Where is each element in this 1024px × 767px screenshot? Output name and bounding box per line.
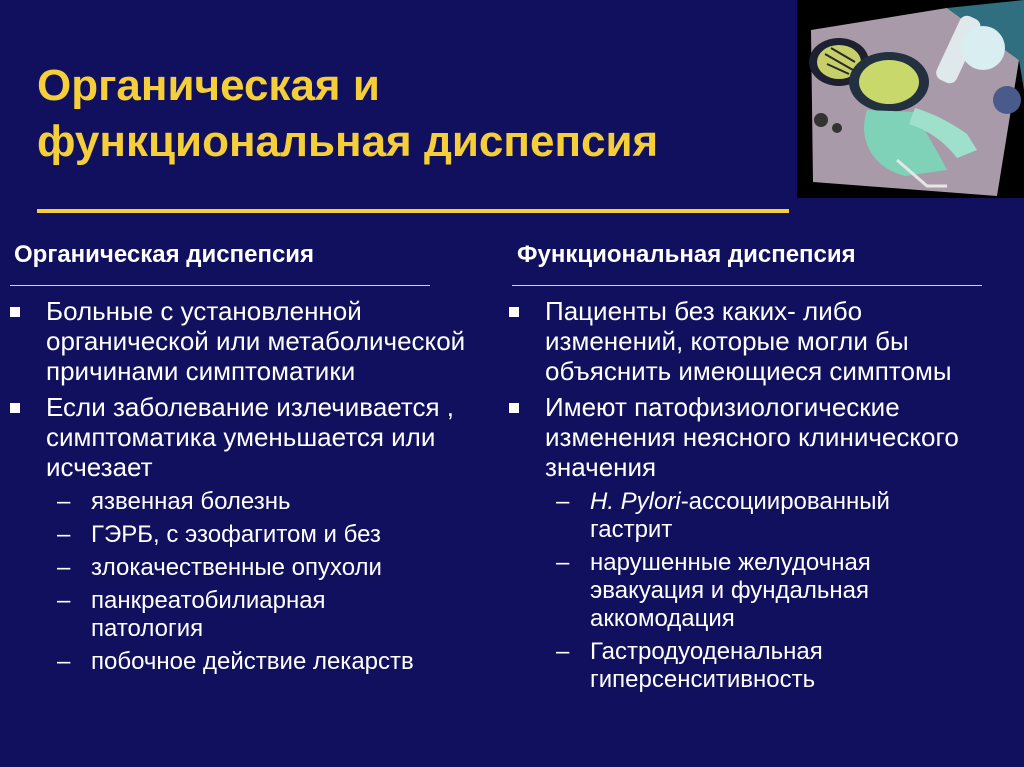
functional-heading-rule xyxy=(512,285,982,286)
sub-item: – H. Pylori-ассоциированный гастрит xyxy=(556,488,890,543)
list-item: Если заболевание излечивается , симптоматика уменьшается или исчезает xyxy=(10,392,480,482)
organic-heading: Органическая диспепсия xyxy=(14,241,315,268)
square-bullet-icon xyxy=(509,403,519,413)
square-bullet-icon xyxy=(10,307,20,317)
sub-item: – побочное действие лекарств xyxy=(57,648,414,675)
sub-item: – нарушенные желудочная эвакуация и фундальная аккомодация xyxy=(556,549,871,632)
square-bullet-icon xyxy=(509,307,519,317)
slide-title xyxy=(37,58,797,170)
sub-item: – злокачественные опухоли xyxy=(57,554,382,581)
title-line-2: функциональная диспепсия xyxy=(37,117,659,166)
list-item: Имеют патофизиологические изменения неясного клинического значения xyxy=(509,392,989,482)
list-item: Пациенты без каких- либо изменений, которые могли бы объяснить имеющиеся симптомы xyxy=(509,296,989,386)
sub-item: – язвенная болезнь xyxy=(57,488,291,515)
functional-column xyxy=(509,296,989,699)
sub-item: – панкреатобилиарная патология xyxy=(57,587,326,642)
organic-heading-rule xyxy=(10,285,430,286)
lab-gloves-petri-dish-icon xyxy=(797,0,1024,198)
organic-column xyxy=(10,296,480,681)
title-underline xyxy=(37,209,789,213)
sub-item: – ГЭРБ, с эзофагитом и без xyxy=(57,521,381,548)
square-bullet-icon xyxy=(10,403,20,413)
sub-item: – Гастродуоденальная гиперсенситивность xyxy=(556,638,823,693)
list-item: Больные с установленной органической или метаболической причинами симптоматики xyxy=(10,296,480,386)
functional-heading: Функциональная диспепсия xyxy=(517,241,856,268)
title-line-1: Органическая и xyxy=(37,61,380,110)
